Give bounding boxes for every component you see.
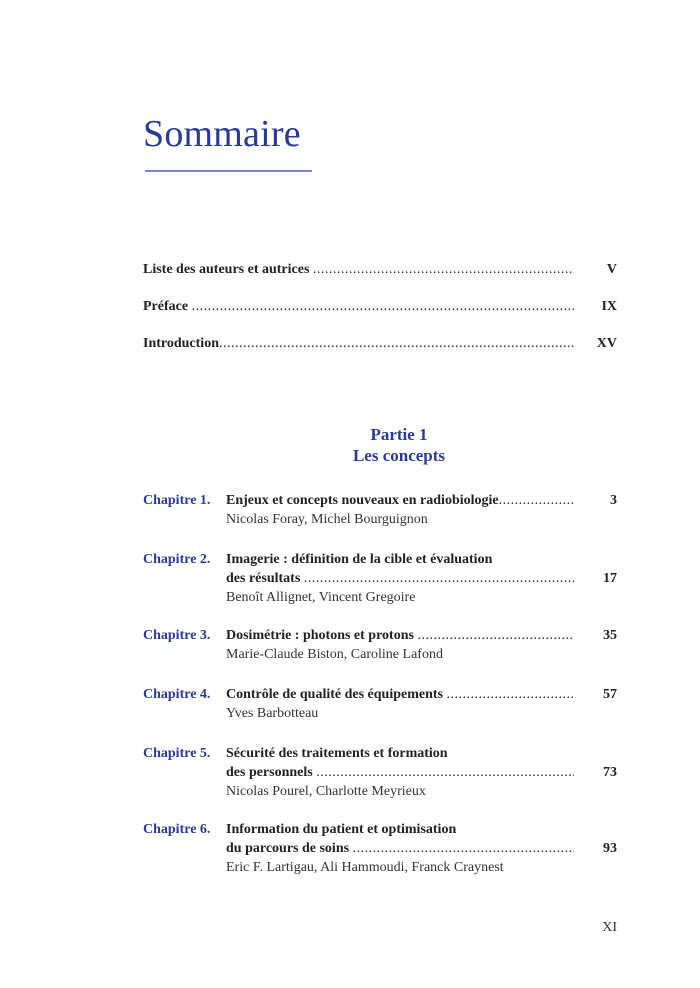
chapter-title: Enjeux et concepts nouveaux en radiobiologie bbox=[226, 493, 499, 508]
chapter-title: Dosimétrie : photons et protons bbox=[226, 628, 414, 643]
toc-entry-page: XV bbox=[596, 336, 617, 351]
toc-entry-introduction[interactable] bbox=[143, 336, 617, 356]
chapter-label: Chapitre 1. bbox=[143, 493, 211, 508]
chapter-page: 73 bbox=[603, 765, 617, 780]
chapter-title: Imagerie : définition de la cible et évaluation bbox=[226, 552, 493, 567]
chapter-label: Chapitre 4. bbox=[143, 687, 211, 702]
part-title: Les concepts bbox=[352, 446, 446, 465]
chapter-authors: Nicolas Foray, Michel Bourguignon bbox=[226, 512, 428, 527]
toc-entry-label: Liste des auteurs et autrices bbox=[143, 262, 310, 277]
chapter-page: 3 bbox=[610, 493, 617, 508]
part-heading bbox=[0, 424, 700, 466]
chapter-label: Chapitre 3. bbox=[143, 628, 211, 643]
chapter-authors: Eric F. Lartigau, Ali Hammoudi, Franck Craynest bbox=[226, 860, 504, 875]
dot-leader bbox=[417, 628, 574, 644]
chapter-title-cont: du parcours de soins bbox=[226, 841, 350, 856]
chapter-label: Chapitre 2. bbox=[143, 552, 211, 567]
toc-entry-page: V bbox=[606, 262, 617, 277]
chapter-label: Chapitre 5. bbox=[143, 746, 211, 761]
chapter-title: Sécurité des traitements et formation bbox=[226, 746, 448, 761]
chapter-authors: Yves Barbotteau bbox=[226, 706, 319, 721]
dot-leader bbox=[447, 687, 575, 703]
chapter-title-cont: des personnels bbox=[226, 765, 313, 780]
chapter-authors: Marie-Claude Biston, Caroline Lafond bbox=[226, 647, 443, 662]
toc-entry-preface[interactable] bbox=[143, 299, 617, 319]
chapter-authors: Nicolas Pourel, Charlotte Meyrieux bbox=[226, 784, 426, 799]
dot-leader bbox=[316, 765, 574, 781]
dot-leader bbox=[353, 841, 574, 857]
page-number: XI bbox=[602, 920, 617, 935]
chapter-page: 93 bbox=[603, 841, 617, 856]
part-number: Partie 1 bbox=[370, 425, 428, 444]
page-title: Sommaire bbox=[143, 113, 301, 155]
toc-entry-label: Introduction bbox=[143, 336, 219, 351]
dot-leader bbox=[499, 493, 574, 509]
dot-leader bbox=[219, 336, 574, 352]
chapter-title: Contrôle de qualité des équipements bbox=[226, 687, 443, 702]
dot-leader bbox=[192, 299, 574, 315]
chapter-page: 35 bbox=[603, 628, 617, 643]
toc-entry-authors-list[interactable] bbox=[143, 262, 617, 282]
chapter-title: Information du patient et optimisation bbox=[226, 822, 457, 837]
chapter-authors: Benoît Allignet, Vincent Gregoire bbox=[226, 590, 416, 605]
chapter-title-cont: des résultats bbox=[226, 571, 301, 586]
dot-leader bbox=[313, 262, 574, 278]
dot-leader bbox=[304, 571, 574, 587]
chapter-label: Chapitre 6. bbox=[143, 822, 211, 837]
chapter-page: 57 bbox=[603, 687, 617, 702]
toc-entry-page: IX bbox=[601, 299, 617, 314]
toc-entry-label: Préface bbox=[143, 299, 189, 314]
chapter-page: 17 bbox=[603, 571, 617, 586]
title-underline bbox=[145, 170, 312, 172]
